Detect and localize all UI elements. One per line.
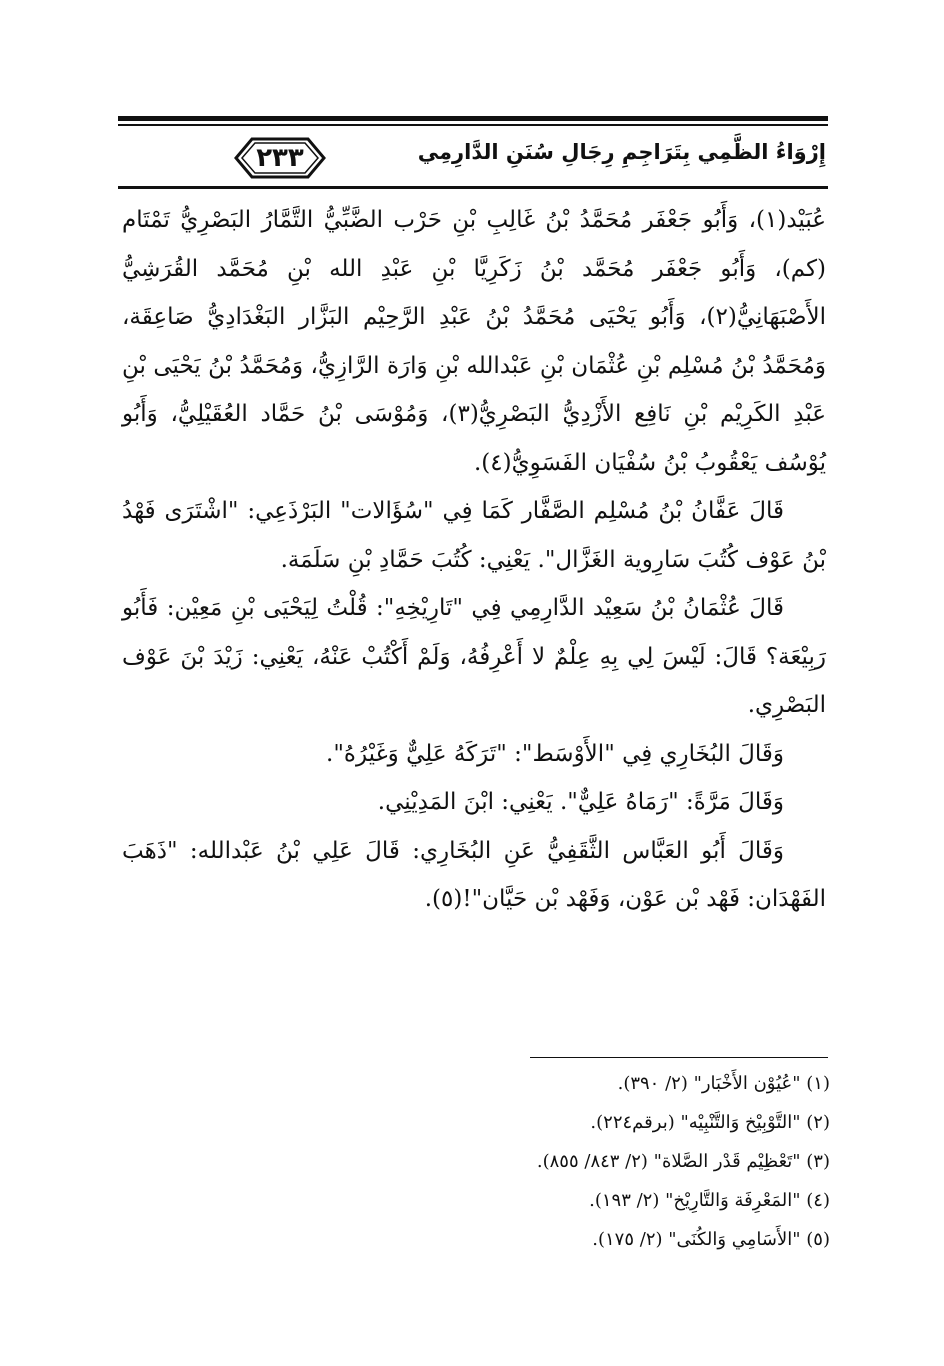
footnote-1: (١) "عُيُوْن الأَخْبَار" (٢/ ٣٩٠). bbox=[617, 1073, 830, 1094]
page-number: ٢٣٣ bbox=[256, 143, 304, 173]
footnote-rule bbox=[530, 1057, 828, 1058]
paragraph-bukhari-awsat: وَقَالَ البُخَارِي فِي "الأَوْسَط": "تَرَكَهُ عَلِيٌّ وَغَيْرُهُ". bbox=[326, 740, 784, 767]
paragraph-narrators: عُبَيْد(١)، وَأَبُو جَعْفَر مُحَمَّدُ بْنُ غَالِبِ بْنِ حَرْب الضَّبِّيُّ التَّمَّارُ البَصْرِيُّ تَمْتَام (كم)، وَأَبُو جَعْفَر مُحَمَّد بْنُ زَكَرِيَّا بْنِ عَبْدِ الله بْنِ مُحَمَّد القُرَشِيُّ الأَصْبَهَانِيُّ(٢)، وَأَبُو يَحْيَى مُحَمَّدُ بْنُ عَبْدِ الرَّحِيْم البَزَّار البَغْدَادِيُّ صَاعِقَة، وَمُحَمَّدُ بْنُ مُسْلِم بْنِ عُثْمَان بْنِ عَبْدالله بْنِ وَارَة الرَّازِيُّ، وَمُحَمَّدُ بْنُ يَحْيَى بْنِ عَبْدِ الكَرِيْم بْنِ نَافِع الأَزْدِيُّ البَصْرِيُّ(٣)، وَمُوْسَى بْنُ حَمَّاد العُقَيْلِيُّ، وَأَبُو يُوْسُف يَعْقُوبُ بْنُ سُفْيَان الفَسَوِيُّ(٤). bbox=[122, 207, 827, 476]
page-number-ornament bbox=[232, 135, 328, 181]
footnote-5: (٥) "الأَسَامِي وَالكُنَى" (٢/ ١٧٥). bbox=[592, 1229, 830, 1250]
paragraph-uthman: قَالَ عُثْمَانُ بْنُ سَعِيْد الدَّارِمِي فِي "تَارِيْخِهِ": قُلْتُ لِيَحْيَى بْنِ مَعِيْن: فَأَبُو رَبِيْعَة؟ قَالَ: لَيْسَ لِي بِهِ عِلْمٌ لا أَعْرِفُهُ، وَلَمْ أَكْتُبْ عَنْهُ، يَعْنِي: زَيْدَ بْنَ عَوْف البَصْرِي. bbox=[122, 595, 826, 718]
footnotes bbox=[300, 1064, 830, 1259]
footnote-2: (٢) "التَّوْبِيْخ وَالتَّنْبِيْه" (برقم٢٢٤). bbox=[590, 1112, 830, 1133]
paragraph-thaqafi: وَقَالَ أَبُو العَبَّاس الثَّقَفِيُّ عَنِ البُخَارِي: قَالَ عَلِي بْنُ عَبْدالله: "ذَهَبَ الفَهْدَان: فَهْد بْن عَوْن، وَفَهْد بْن حَيَّان"!(٥). bbox=[122, 837, 826, 912]
paragraph-bukhari-marra: وَقَالَ مَرَّةً: "رَمَاهُ عَلِيٌّ". يَعْنِي: ابْنَ المَدِيْنِي. bbox=[377, 789, 784, 815]
header-rule-thin bbox=[118, 124, 828, 126]
footnote-3: (٣) "تَعْظِيْم قَدْر الصَّلاة" (٢/ ٨٤٣/ ٨٥٥). bbox=[536, 1151, 830, 1172]
footnote-4: (٤) "المَعْرِفَة وَالتَّارِيْخ" (٢/ ١٩٣). bbox=[589, 1190, 830, 1211]
paragraph-affan: قَالَ عَفَّانُ بْنُ مُسْلِم الصَّفَّار كَمَا فِي "سُؤَالات" البَرْذَعِي: "اشْتَرَى فَهْدُ بْنُ عَوْف كُتُبَ سَارِوية الغَزَّال". يَعْنِي: كُتُبَ حَمَّادِ بْنِ سَلَمَة. bbox=[122, 498, 826, 573]
header-rule-thick bbox=[118, 116, 828, 121]
body-text bbox=[122, 196, 826, 924]
running-header-title: إِرْوَاءُ الظَّمِي بِتَرَاجِمِ رِجَالِ سُنَنِ الدَّارِمِي bbox=[417, 140, 826, 164]
header-rule-bottom bbox=[118, 186, 828, 189]
